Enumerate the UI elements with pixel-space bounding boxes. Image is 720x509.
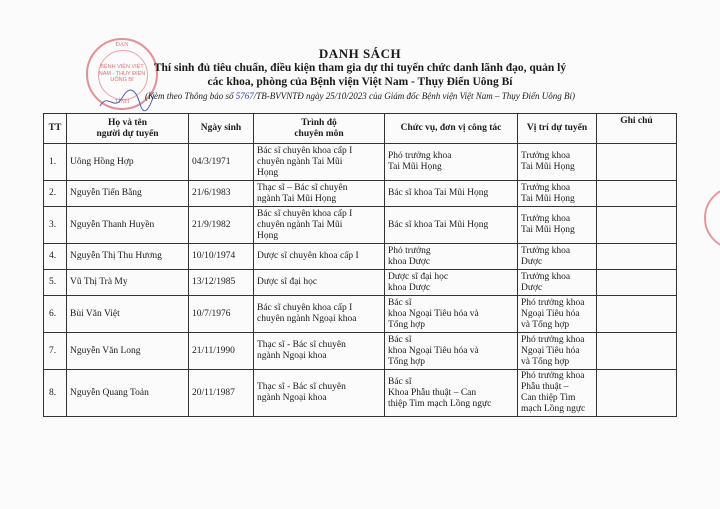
cell-name: Nguyễn Thị Thu Hương xyxy=(67,244,189,270)
header-qualification xyxy=(254,114,385,144)
cell-qualification: Thạc sĩ – Bác sĩ chuyên ngành Tai Mũi Họng xyxy=(254,181,385,207)
document-title: DANH SÁCH xyxy=(318,46,402,61)
cell-name: Nguyễn Thanh Huyền xyxy=(67,207,189,244)
cell-applied: Trưởng khoa Tai Mũi Họng xyxy=(518,181,597,207)
cell-name: Nguyễn Tiến Bằng xyxy=(67,181,189,207)
cell-applied: Trưởng khoa Tai Mũi Họng xyxy=(518,207,597,244)
edge-seal xyxy=(704,186,720,250)
cell-notes xyxy=(597,270,677,296)
cell-dob: 20/11/1987 xyxy=(189,370,254,417)
cell-position: Bác sĩ khoa Tai Mũi Họng xyxy=(385,207,518,244)
cell-position: Phó trưởng khoa Dược xyxy=(385,244,518,270)
cell-applied: Trưởng khoa Dược xyxy=(518,244,597,270)
table-row xyxy=(44,244,677,270)
cell-notes xyxy=(597,296,677,333)
cell-applied: Trưởng khoa Tai Mũi Họng xyxy=(518,144,597,181)
cell-name: Vũ Thị Trà My xyxy=(67,270,189,296)
cell-name: Bùi Văn Việt xyxy=(67,296,189,333)
cell-applied: Phó trưởng khoa Ngoại Tiêu hóa và Tổng hợp xyxy=(518,296,597,333)
table-row xyxy=(44,333,677,370)
table-row xyxy=(44,181,677,207)
header-qualification-text: Trình độ chuyên môn xyxy=(294,117,344,139)
header-applied: Vị trí dự tuyển xyxy=(518,114,597,144)
header-dob: Ngày sinh xyxy=(189,114,254,144)
header-tt: TT xyxy=(44,114,67,144)
cell-qualification: Thạc sĩ - Bác sĩ chuyên ngành Ngoại khoa xyxy=(254,333,385,370)
cell-name: Nguyễn Văn Long xyxy=(67,333,189,370)
cell-tt: 7. xyxy=(44,333,67,370)
cell-position: Dược sĩ đại học khoa Dược xyxy=(385,270,518,296)
seal-top-text: ĐẠN xyxy=(115,42,129,48)
header-name xyxy=(67,114,189,144)
seal-bottom-text: TỈNH xyxy=(114,99,130,105)
cell-dob: 21/9/1982 xyxy=(189,207,254,244)
cell-qualification: Bác sĩ chuyên khoa cấp I chuyên ngành Ngoại khoa xyxy=(254,296,385,333)
note-handwritten-number: 5767 xyxy=(235,91,254,101)
cell-tt: 5. xyxy=(44,270,67,296)
table-header-row xyxy=(44,114,677,144)
cell-tt: 6. xyxy=(44,296,67,333)
document-subtitle-line2: các khoa, phòng của Bệnh viện Việt Nam - Thụy Điển Uông Bí xyxy=(207,76,513,88)
cell-position: Bác sĩ khoa Ngoại Tiêu hóa và Tổng hợp xyxy=(385,296,518,333)
cell-position: Bác sĩ khoa Ngoại Tiêu hóa và Tổng hợp xyxy=(385,333,518,370)
cell-position: Bác sĩ khoa Tai Mũi Họng xyxy=(385,181,518,207)
cell-position: Bác sĩ Khoa Phẫu thuật – Can thiệp Tim mạch Lồng ngực xyxy=(385,370,518,417)
cell-tt: 3. xyxy=(44,207,67,244)
header-notes: Ghi chú xyxy=(597,114,677,144)
candidate-table xyxy=(43,113,677,417)
cell-tt: 2. xyxy=(44,181,67,207)
cell-dob: 10/10/1974 xyxy=(189,244,254,270)
cell-qualification: Dược sĩ chuyên khoa cấp I xyxy=(254,244,385,270)
cell-dob: 04/3/1971 xyxy=(189,144,254,181)
cell-dob: 10/7/1976 xyxy=(189,296,254,333)
cell-notes xyxy=(597,370,677,417)
table-row xyxy=(44,207,677,244)
cell-position: Phó trưởng khoa Tai Mũi Họng xyxy=(385,144,518,181)
cell-notes xyxy=(597,244,677,270)
table-row xyxy=(44,144,677,181)
header-name-text: Họ và tên người dự tuyển xyxy=(96,117,159,139)
cell-notes xyxy=(597,207,677,244)
cell-notes xyxy=(597,333,677,370)
cell-dob: 13/12/1985 xyxy=(189,270,254,296)
table-row xyxy=(44,370,677,417)
cell-applied: Trưởng khoa Dược xyxy=(518,270,597,296)
cell-applied: Phó trưởng khoa Phẫu thuật – Can thiệp Tim mạch Lồng ngực xyxy=(518,370,597,417)
note-prefix: (Kèm theo Thông báo số xyxy=(144,91,236,101)
cell-name: Uông Hồng Hợp xyxy=(67,144,189,181)
cell-tt: 8. xyxy=(44,370,67,417)
cell-tt: 1. xyxy=(44,144,67,181)
cell-dob: 21/6/1983 xyxy=(189,181,254,207)
table-row xyxy=(44,270,677,296)
cell-qualification: Thạc sĩ - Bác sĩ chuyên ngành Ngoại khoa xyxy=(254,370,385,417)
cell-dob: 21/11/1990 xyxy=(189,333,254,370)
cell-qualification: Dược sĩ đại học xyxy=(254,270,385,296)
cell-qualification: Bác sĩ chuyên khoa cấp I chuyên ngành Tai Mũi Họng xyxy=(254,207,385,244)
cell-tt: 4. xyxy=(44,244,67,270)
cell-qualification: Bác sĩ chuyên khoa cấp I chuyên ngành Tai Mũi Họng xyxy=(254,144,385,181)
cell-notes xyxy=(597,144,677,181)
header-position: Chức vụ, đơn vị công tác xyxy=(385,114,518,144)
note-suffix: /TB-BVVNTĐ ngày 25/10/2023 của Giám đốc Bệnh viện Việt Nam – Thụy Điển Uông Bí) xyxy=(253,91,576,101)
document-subtitle-line1: Thí sinh đủ tiêu chuẩn, điều kiện tham gia dự thi tuyển chức danh lãnh đạo, quản lý xyxy=(153,62,567,74)
document-reference-note xyxy=(0,91,720,101)
cell-name: Nguyễn Quang Toản xyxy=(67,370,189,417)
table-row xyxy=(44,296,677,333)
cell-notes xyxy=(597,181,677,207)
cell-applied: Phó trưởng khoa Ngoại Tiêu hóa và Tổng hợp xyxy=(518,333,597,370)
seal-center-text: BỆNH VIỆN VIỆT NAM - THỤY ĐIỂN UÔNG BÍ xyxy=(98,64,146,83)
